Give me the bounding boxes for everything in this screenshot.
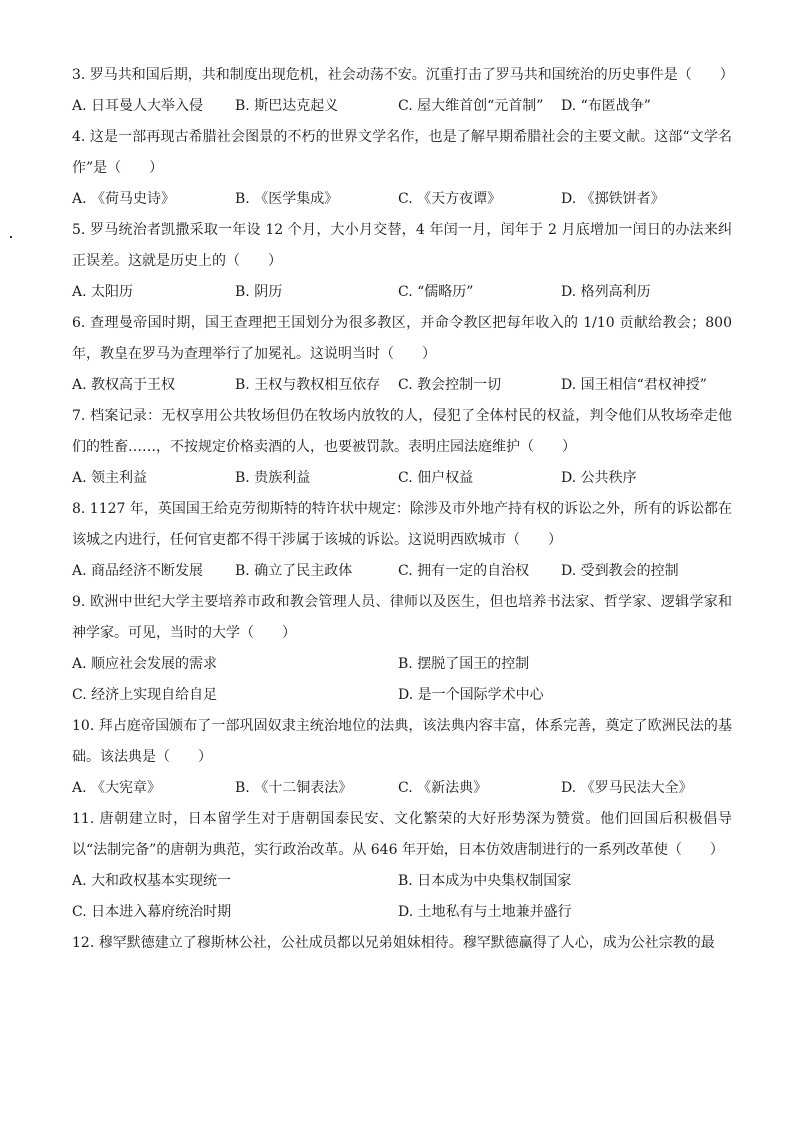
option-a[interactable]: A. 《大宪章》 <box>72 780 162 796</box>
question-stem: 7. 档案记录：无权享用公共牧场但仍在牧场内放牧的人，侵犯了全体村民的权益，判令他们从牧场牵走他们的牲畜……，不按规定价格卖酒的人，也要被罚款。表明庄园法庭维护（ ） <box>72 408 732 455</box>
option-a[interactable]: A. 领主利益 <box>72 470 148 486</box>
option-c[interactable]: C. 《新法典》 <box>398 780 488 796</box>
option-a[interactable]: A. 《荷马史诗》 <box>72 191 176 207</box>
option-c[interactable]: C. 屋大维首创“元首制” <box>398 98 544 114</box>
option-b[interactable]: B. 阴历 <box>235 284 283 300</box>
question-q11 <box>72 804 732 928</box>
option-d[interactable]: D. 格列高利历 <box>561 284 651 300</box>
option-c[interactable]: C. 经济上实现自给自足 <box>72 687 218 703</box>
question-q6 <box>72 308 732 401</box>
option-c[interactable]: C. 教会控制一切 <box>398 377 502 393</box>
question-stem: 11. 唐朝建立时，日本留学生对于唐朝国泰民安、文化繁荣的大好形势深为赞赏。他们回国后积极倡导以“法制完备”的唐朝为典范，实行政治改革。从 646 年开始，日本仿效唐制进行的一系列改革使（ ） <box>72 811 732 858</box>
option-c[interactable]: C. 佃户权益 <box>398 470 474 486</box>
option-row <box>72 556 732 587</box>
option-d[interactable]: D. 《掷铁饼者》 <box>561 191 665 207</box>
option-b[interactable]: B. 确立了民主政体 <box>235 563 353 579</box>
option-c[interactable]: C. 拥有一定的自治权 <box>398 563 530 579</box>
option-d[interactable]: D. 受到教会的控制 <box>561 563 679 579</box>
option-a[interactable]: A. 教权高于王权 <box>72 377 176 393</box>
option-b[interactable]: B. 《十二铜表法》 <box>235 780 353 796</box>
option-row <box>72 370 732 401</box>
question-stem: 6. 查理曼帝国时期，国王查理把王国划分为很多教区，并命令教区把每年收入的 1/10 贡献给教会；800 年，教皇在罗马为查理举行了加冕礼。这说明当时（ ） <box>72 315 732 362</box>
question-q5 <box>72 215 732 308</box>
option-a[interactable]: A. 日耳曼人大举入侵 <box>72 98 204 114</box>
option-d[interactable]: D. 土地私有与土地兼并盛行 <box>398 904 572 920</box>
question-stem: 4. 这是一部再现古希腊社会图景的不朽的世界文学名作，也是了解早期希腊社会的主要文献。这部“文学名作”是（ ） <box>72 129 732 176</box>
question-q10 <box>72 711 732 804</box>
question-stem: 5. 罗马统治者凯撒采取一年设 12 个月，大小月交替，4 年闰一月，闰年于 2 月底增加一闰日的办法来纠正误差。这就是历史上的（ ） <box>72 222 732 269</box>
exam-page <box>72 60 732 959</box>
question-q8 <box>72 494 732 587</box>
option-d[interactable]: D. 是一个国际学术中心 <box>398 687 544 703</box>
option-a[interactable]: A. 大和政权基本实现统一 <box>72 873 232 889</box>
option-b[interactable]: B. 日本成为中央集权制国家 <box>398 873 572 889</box>
option-row <box>72 91 732 122</box>
option-row <box>72 866 732 897</box>
question-q4 <box>72 122 732 215</box>
option-row <box>72 277 732 308</box>
option-c[interactable]: C. 日本进入幕府统治时期 <box>72 904 232 920</box>
option-b[interactable]: B. 贵族利益 <box>235 470 311 486</box>
question-q9 <box>72 587 732 711</box>
option-row <box>72 680 732 711</box>
option-row <box>72 897 732 928</box>
option-d[interactable]: D. 公共秩序 <box>561 470 637 486</box>
question-q12 <box>72 928 732 959</box>
option-d[interactable]: D. 国王相信“君权神授” <box>561 377 707 393</box>
question-stem: 8. 1127 年，英国国王给克劳彻斯特的特许状中规定：除涉及市外地产持有权的诉讼之外，所有的诉讼都在该城之内进行，任何官吏都不得干涉属于该城的诉讼。这说明西欧城市（ ） <box>72 501 732 548</box>
option-row <box>72 773 732 804</box>
question-stem: 10. 拜占庭帝国颁布了一部巩固奴隶主统治地位的法典，该法典内容丰富，体系完善，奠定了欧洲民法的基础。该法典是（ ） <box>72 718 732 765</box>
question-q7 <box>72 401 732 494</box>
question-stem: 3. 罗马共和国后期，共和制度出现危机，社会动荡不安。沉重打击了罗马共和国统治的历史事件是（ ） <box>72 67 734 83</box>
stray-mark <box>10 236 12 238</box>
option-a[interactable]: A. 太阳历 <box>72 284 134 300</box>
question-q3 <box>72 60 732 122</box>
option-b[interactable]: B. 《医学集成》 <box>235 191 339 207</box>
question-stem: 12. 穆罕默德建立了穆斯林公社，公社成员都以兄弟姐妹相待。穆罕默德赢得了人心，成为公社宗教的最 <box>72 935 715 951</box>
option-a[interactable]: A. 商品经济不断发展 <box>72 563 204 579</box>
option-row <box>72 463 732 494</box>
option-c[interactable]: C. “儒略历” <box>398 284 474 300</box>
option-b[interactable]: B. 摆脱了国王的控制 <box>398 656 530 672</box>
option-row <box>72 184 732 215</box>
option-b[interactable]: B. 王权与教权相互依存 <box>235 377 381 393</box>
option-a[interactable]: A. 顺应社会发展的需求 <box>72 656 218 672</box>
question-stem: 9. 欧洲中世纪大学主要培养市政和教会管理人员、律师以及医生，但也培养书法家、哲学家、逻辑学家和神学家。可见，当时的大学（ ） <box>72 594 732 641</box>
option-d[interactable]: D. “布匿战争” <box>561 98 651 114</box>
option-b[interactable]: B. 斯巴达克起义 <box>235 98 339 114</box>
option-row <box>72 649 732 680</box>
option-c[interactable]: C. 《天方夜谭》 <box>398 191 502 207</box>
option-d[interactable]: D. 《罗马民法大全》 <box>561 780 693 796</box>
